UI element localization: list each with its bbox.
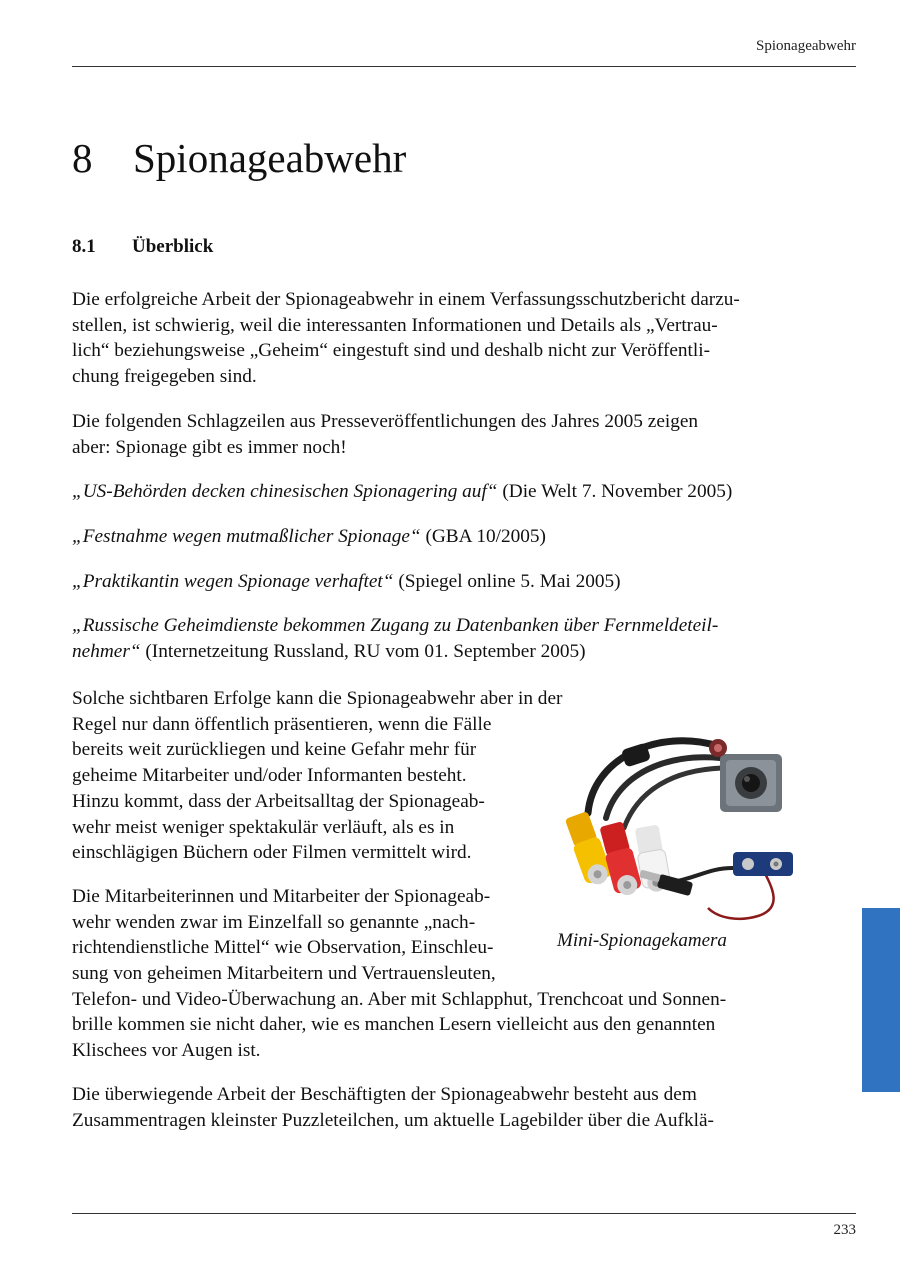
headline-source: (GBA 10/2005)	[420, 525, 546, 547]
running-head: Spionageabwehr	[756, 38, 856, 54]
page-number: 233	[833, 1222, 856, 1238]
text-line: richtendienstliche Mittel“ wie Observation, Einschleu-	[72, 937, 494, 959]
text-line: sung von geheimen Mitarbeitern und Vertrauensleuten,	[72, 963, 496, 985]
text-line: Die überwiegende Arbeit der Beschäftigten der Spionageabwehr besteht aus dem	[72, 1083, 697, 1105]
text-line: Die Mitarbeiterinnen und Mitarbeiter der Spionageab-	[72, 885, 491, 907]
headlines-intro-paragraph: Die folgenden Schlagzeilen aus Presseveröffentlichungen des Jahres 2005 zeigen aber: Spionage gibt es immer noch!	[72, 410, 699, 458]
headline-quote: „Festnahme wegen mutmaßlicher Spionage“	[72, 525, 421, 547]
chapter-heading	[72, 134, 406, 182]
mini-camera-photo	[548, 718, 810, 958]
section-heading	[72, 236, 213, 258]
intro-text	[72, 287, 842, 665]
closing-paragraph	[72, 1082, 842, 1133]
section-title: Überblick	[132, 236, 214, 257]
text-line: Zusammentragen kleinster Puzzleteilchen, um aktuelle Lagebilder über die Aufklä-	[72, 1109, 714, 1131]
chapter-tab-marker	[862, 908, 900, 1092]
headline-item	[72, 613, 842, 664]
bottom-rule	[72, 1213, 856, 1214]
headline-source: (Spiegel online 5. Mai 2005)	[393, 570, 621, 592]
text-line: einschlägigen Büchern oder Filmen vermittelt wird.	[72, 842, 472, 864]
chapter-title: Spionageabwehr	[133, 135, 407, 181]
headline-item	[72, 479, 842, 505]
headline-quote: „Praktikantin wegen Spionage verhaftet“	[72, 570, 394, 592]
headline-source: (Die Welt 7. November 2005)	[497, 481, 733, 503]
top-rule	[72, 66, 856, 67]
headline-quote: „Russische Geheimdienste bekommen Zugang zu Datenbanken über Fernmeldeteil- nehmer“	[72, 615, 719, 663]
intro-paragraph: Die erfolgreiche Arbeit der Spionageabwehr in einem Verfassungsschutzbericht darzu- stellen, ist schwierig, weil die interessanten Informationen und Details als „Vertrau- lich“ beziehungsweise „Geheim“ eingestuft sind und deshalb nicht zur Veröffentli- chung freigegeben sind.	[72, 289, 740, 388]
text-line: bereits weit zurückliegen und keine Gefahr mehr für	[72, 739, 477, 761]
text-line: wehr wenden zwar im Einzelfall so genannte „nach-	[72, 911, 476, 933]
text-line: brille kommen sie nicht daher, wie es manchen Lesern vielleicht aus den genannten	[72, 1014, 716, 1036]
text-line: Hinzu kommt, dass der Arbeitsalltag der Spionageab-	[72, 790, 485, 812]
section-number: 8.1	[72, 236, 96, 257]
headline-item	[72, 569, 842, 595]
text-line: wehr meist weniger spektakulär verläuft, als es in	[72, 816, 455, 838]
headline-source: (Internetzeitung Russland, RU vom 01. September 2005)	[140, 641, 586, 663]
text-line: Regel nur dann öffentlich präsentieren, wenn die Fälle	[72, 713, 492, 735]
headline-quote: „US-Behörden decken chinesischen Spionagering auf“	[72, 481, 498, 503]
chapter-number: 8	[72, 135, 93, 181]
figure-caption: Mini-Spionagekamera	[557, 930, 727, 951]
text-line: Klischees vor Augen ist.	[72, 1040, 261, 1062]
headline-item	[72, 524, 842, 550]
text-line: geheime Mitarbeiter und/oder Informanten besteht.	[72, 765, 467, 787]
text-line: Solche sichtbaren Erfolge kann die Spionageabwehr aber in der	[72, 688, 563, 709]
text-line: Telefon- und Video-Überwachung an. Aber mit Schlapphut, Trenchcoat und Sonnen-	[72, 988, 727, 1010]
